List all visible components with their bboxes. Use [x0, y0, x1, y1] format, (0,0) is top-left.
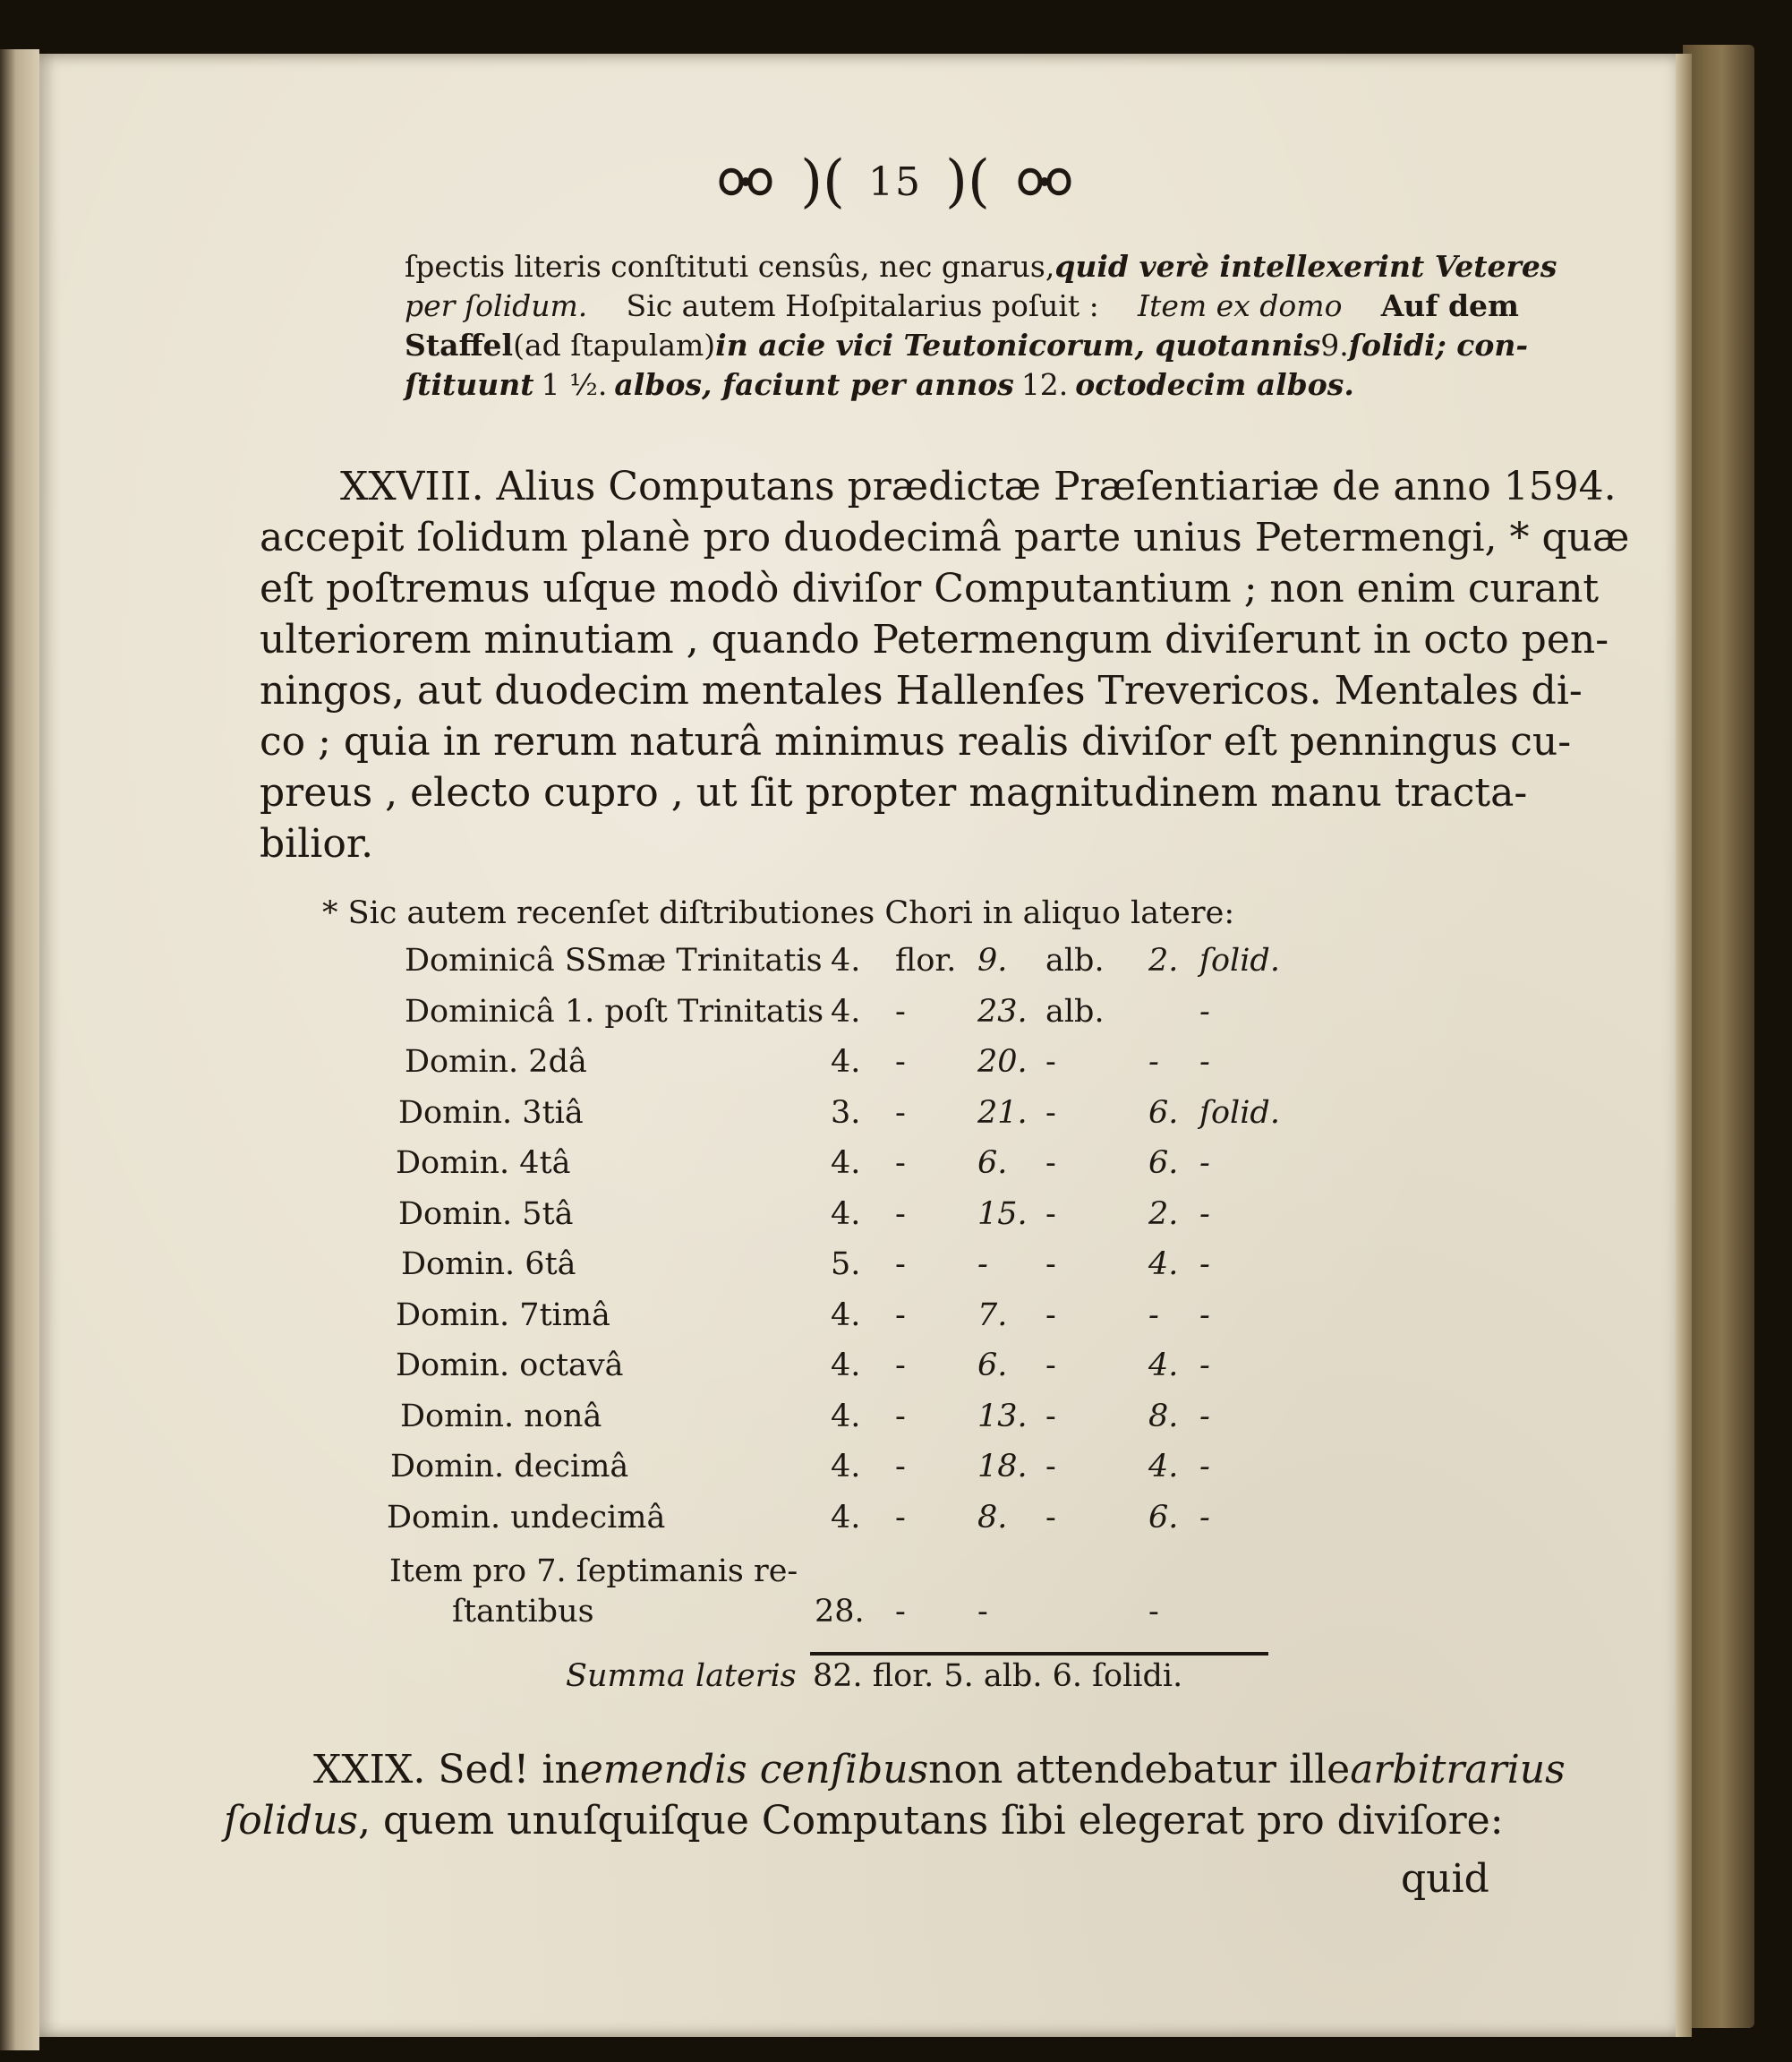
- footnote-fraktur: Auf dem: [1380, 288, 1519, 323]
- table-row: [0, 1348, 1792, 1392]
- solid-unit: -: [1199, 1246, 1210, 1282]
- running-header: [662, 150, 1128, 213]
- paragraph-italic: emendis cenſibus: [579, 1747, 929, 1792]
- solid-value: -: [1148, 1594, 1159, 1630]
- alb-unit: -: [1045, 1398, 1056, 1434]
- solid-unit: -: [1199, 1296, 1210, 1333]
- flor-value: 4.: [831, 1145, 861, 1181]
- flor-unit: -: [895, 1044, 906, 1080]
- flor-unit: -: [895, 1398, 906, 1434]
- solid-unit: -: [1199, 1398, 1210, 1434]
- flor-value: 4.: [831, 1499, 861, 1536]
- flor-value: 4.: [831, 1398, 861, 1434]
- paragraph-line: XXVIII. Alius Computans prædictæ Præſentiariæ de anno 1594.: [340, 464, 1617, 509]
- alb-unit: -: [1045, 1348, 1056, 1383]
- footnote-line: [405, 365, 1519, 405]
- solid-unit: -: [1199, 1499, 1210, 1536]
- flor-value: 28.: [815, 1594, 865, 1630]
- flor-unit: -: [895, 1145, 906, 1181]
- alb-value: 20.: [977, 1044, 1028, 1080]
- solid-value: -: [1148, 1044, 1159, 1080]
- alb-unit: -: [1045, 1246, 1056, 1282]
- right-ornament-icon: [1013, 159, 1076, 204]
- row-label: Item pro 7. ſeptimanis re-: [389, 1553, 798, 1589]
- footnote-text: 1 ½.: [541, 367, 608, 402]
- alb-unit: -: [1045, 1449, 1056, 1484]
- footnote-italic: quid verè intellexerint Veteres: [1054, 249, 1557, 284]
- alb-unit: -: [1045, 1094, 1056, 1131]
- footnote-italic: ſolidi; con-: [1348, 328, 1529, 363]
- solid-value: 6.: [1148, 1145, 1179, 1181]
- row-label: Domin. 4tâ: [396, 1145, 571, 1181]
- alb-unit: -: [1045, 1044, 1056, 1080]
- solid-value: 4.: [1148, 1449, 1179, 1484]
- paragraph-line: preus , electo cupro , ut ſit propter magnitudinem manu tracta-: [260, 770, 1528, 816]
- row-label: ſtantibus: [452, 1594, 594, 1630]
- table-row: [0, 1095, 1792, 1140]
- footnote-text: Sic autem Hoſpitalarius poſuit :: [626, 288, 1099, 323]
- paragraph-xxviii: [260, 461, 1630, 869]
- solid-value: 2.: [1148, 943, 1179, 979]
- solid-value: 8.: [1148, 1398, 1179, 1434]
- paragraph-text: non attendebatur ille: [928, 1747, 1351, 1792]
- alb-unit: alb.: [1045, 993, 1105, 1030]
- alb-value: 23.: [977, 993, 1028, 1030]
- table-row: [0, 1044, 1792, 1089]
- solid-unit: -: [1199, 1044, 1210, 1080]
- table-row: [0, 1500, 1792, 1544]
- sum-value: 82. flor. 5. alb. 6. ſolidi.: [813, 1658, 1183, 1694]
- header-right-bracket: )(: [945, 149, 990, 215]
- alb-value: 6.: [977, 1348, 1008, 1383]
- flor-value: 4.: [831, 1044, 861, 1080]
- solid-value: -: [1148, 1296, 1159, 1333]
- alb-value: 8.: [977, 1499, 1008, 1536]
- alb-value: 13.: [977, 1398, 1028, 1434]
- flor-unit: -: [895, 1296, 906, 1333]
- solid-unit: ſolid.: [1199, 943, 1280, 979]
- solid-unit: -: [1199, 1195, 1210, 1232]
- paragraph-line: ulteriorem minutiam , quando Petermengum diviſerunt in octo pen-: [260, 617, 1609, 663]
- paragraph-text: , quem unuſquiſque Computans ſibi elegerat pro diviſore:: [358, 1798, 1504, 1844]
- flor-value: 4.: [831, 993, 861, 1030]
- flor-unit: -: [895, 993, 906, 1030]
- footnote-italic: in acie vici Teutonicorum, quotannis: [715, 328, 1321, 363]
- paragraph-xxix: [224, 1744, 1566, 1846]
- row-label: Domin. 2dâ: [405, 1044, 587, 1080]
- row-label: Domin. 3tiâ: [398, 1094, 584, 1131]
- alb-unit: -: [1045, 1296, 1056, 1333]
- flor-value: 4.: [831, 1348, 861, 1383]
- footnote-italic: ſtituunt: [405, 367, 534, 402]
- row-label: Domin. nonâ: [400, 1398, 602, 1434]
- alb-unit: alb.: [1045, 943, 1105, 979]
- paragraph-italic: ſolidus: [224, 1798, 359, 1844]
- solid-value: 2.: [1148, 1195, 1179, 1232]
- solid-value: 6.: [1148, 1094, 1179, 1131]
- row-label: Domin. 7timâ: [396, 1296, 610, 1333]
- footnote-italic: albos, faciunt per annos: [614, 367, 1014, 402]
- alb-value: 7.: [977, 1296, 1008, 1333]
- footnote-italic: Item ex domo: [1138, 288, 1343, 323]
- paragraph-line: [224, 1744, 1566, 1795]
- flor-unit: flor.: [895, 943, 957, 979]
- paragraph-italic: arbitrarius: [1350, 1747, 1566, 1792]
- paragraph-line: accepit ſolidum planè pro duodecimâ parte unius Petermengi, * quæ: [260, 515, 1630, 560]
- footnote-continuation: [405, 247, 1557, 405]
- alb-unit: -: [1045, 1145, 1056, 1181]
- flor-value: 4.: [831, 1449, 861, 1484]
- solid-unit: ſolid.: [1199, 1094, 1280, 1131]
- catchword: quid: [1401, 1856, 1489, 1902]
- table-row: [0, 1145, 1792, 1190]
- flor-unit: -: [895, 1094, 906, 1131]
- alb-value: 18.: [977, 1449, 1028, 1484]
- left-ornament-icon: [714, 159, 777, 204]
- paragraph-line: [224, 1795, 1504, 1846]
- alb-value: 9.: [977, 943, 1008, 979]
- footnote-line: [405, 247, 1557, 287]
- table-row: [0, 1297, 1792, 1342]
- footnote-italic: octodecim albos.: [1075, 367, 1354, 402]
- paragraph-line: eſt poſtremus uſque modò diviſor Computantium ; non enim curant: [260, 566, 1600, 612]
- row-label: Domin. undecimâ: [387, 1499, 666, 1536]
- footnote-text: (ad ſtapulam): [513, 328, 716, 363]
- table-row: [0, 1553, 1792, 1598]
- row-label: Domin. decimâ: [390, 1449, 629, 1484]
- solid-value: 6.: [1148, 1499, 1179, 1536]
- solid-value: 4.: [1148, 1348, 1179, 1383]
- table-row: [0, 1246, 1792, 1291]
- paragraph-line: bilior.: [260, 821, 374, 867]
- paragraph-text: XXIX. Sed! in: [313, 1747, 580, 1792]
- solid-value: 4.: [1148, 1246, 1179, 1282]
- alb-value: 6.: [977, 1145, 1008, 1181]
- solid-unit: -: [1199, 993, 1210, 1030]
- footnote-fraktur: Staffel: [405, 328, 514, 363]
- sum-rule: [810, 1652, 1268, 1656]
- table-row: [0, 1594, 1792, 1638]
- table-intro: * Sic autem recenſet diſtributiones Chori in aliquo latere:: [322, 895, 1235, 931]
- flor-unit: -: [895, 1449, 906, 1484]
- solid-unit: -: [1199, 1449, 1210, 1484]
- table-row: [0, 994, 1792, 1039]
- solid-unit: -: [1199, 1348, 1210, 1383]
- page-number: 15: [868, 158, 922, 205]
- footnote-text: 12.: [1020, 367, 1069, 402]
- solid-unit: -: [1199, 1145, 1210, 1181]
- flor-unit: -: [895, 1348, 906, 1383]
- alb-value: -: [977, 1246, 988, 1282]
- footnote-text: 9.: [1320, 328, 1349, 363]
- row-label: Domin. 5tâ: [398, 1195, 574, 1232]
- row-label: Dominicâ 1. poſt Trinitatis: [405, 993, 824, 1030]
- row-label: Dominicâ SSmæ Trinitatis: [405, 943, 823, 979]
- row-label: Domin. 6tâ: [401, 1246, 576, 1282]
- table-row: [0, 1449, 1792, 1493]
- flor-unit: -: [895, 1594, 906, 1630]
- alb-value: 15.: [977, 1195, 1028, 1232]
- footnote-line: [405, 287, 1519, 326]
- alb-unit: -: [1045, 1499, 1056, 1536]
- paragraph-line: co ; quia in rerum naturâ minimus realis diviſor eſt penningus cu-: [260, 719, 1572, 765]
- row-label: Domin. octavâ: [396, 1348, 624, 1383]
- table-row: [0, 1196, 1792, 1241]
- alb-value: 21.: [977, 1094, 1028, 1131]
- sum-label: Summa lateris: [566, 1658, 797, 1694]
- flor-value: 4.: [831, 1195, 861, 1232]
- alb-value: -: [977, 1594, 988, 1630]
- paragraph-line: ningos, aut duodecim mentales Hallenſes Trevericos. Mentales di-: [260, 668, 1583, 714]
- flor-unit: -: [895, 1246, 906, 1282]
- flor-value: 4.: [831, 943, 861, 979]
- table-row: [0, 1399, 1792, 1443]
- flor-unit: -: [895, 1499, 906, 1536]
- footnote-italic: per ſolidum.: [405, 288, 588, 323]
- footnote-text: ſpectis literis conſtituti censûs, nec gnarus,: [405, 249, 1055, 284]
- sum-row: [0, 1658, 1792, 1703]
- flor-value: 5.: [831, 1246, 861, 1282]
- footnote-line: [405, 326, 1529, 365]
- alb-unit: -: [1045, 1195, 1056, 1232]
- header-left-bracket: )(: [800, 149, 845, 215]
- table-row: [0, 943, 1792, 988]
- flor-value: 4.: [831, 1296, 861, 1333]
- flor-value: 3.: [831, 1094, 861, 1131]
- flor-unit: -: [895, 1195, 906, 1232]
